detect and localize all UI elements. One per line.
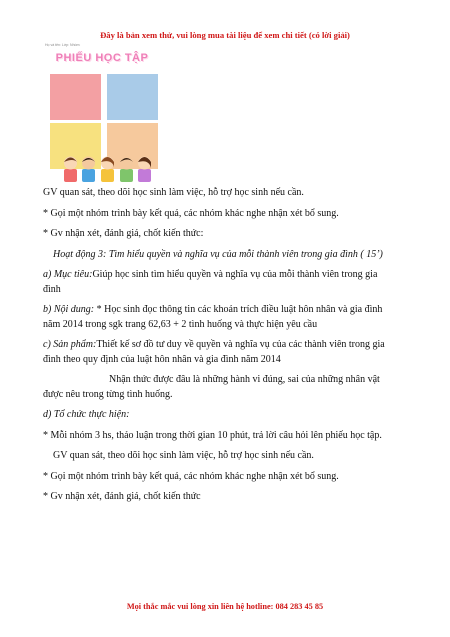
- content-label: b) Nội dung:: [43, 304, 95, 315]
- preview-notice-banner: Đây là bản xem thử, vui lòng mua tài liệu để xem chi tiết (có lời giải): [100, 30, 350, 40]
- worksheet-image: [42, 43, 162, 184]
- paragraph-observe-2: GV quan sát, theo dõi học sinh làm việc, hỗ trợ học sinh nếu cần.: [53, 450, 314, 461]
- worksheet-title: PHIẾU HỌC TẬP: [55, 52, 149, 64]
- paragraph-content: [43, 303, 391, 332]
- activity-heading: Hoạt động 3: Tìm hiểu quyền và nghĩa vụ của mỗi thành viên trong gia đình ( 15’): [53, 248, 383, 260]
- paragraph-groups: * Mỗi nhóm 3 hs, thảo luận trong thời gian 10 phút, trả lời câu hỏi lên phiếu học tập.: [43, 429, 382, 441]
- product-label: c) Sản phẩm:: [43, 339, 97, 350]
- worksheet-box-pink: [50, 74, 101, 120]
- paragraph-present-2: * Gọi một nhóm trình bày kết quả, các nhóm khác nghe nhận xét bổ sung.: [43, 470, 339, 482]
- paragraph-observe: GV quan sát, theo dõi học sinh làm việc, hỗ trợ học sinh nếu cần.: [43, 187, 304, 198]
- children-illustration: [60, 149, 156, 184]
- content-text: * Học sinh đọc thông tin các khoản trích điều luật hôn nhân và gia đình năm 2014 trong sgk trang 62,63 + 2 tình huống và thực hiện yêu cầu: [43, 304, 383, 330]
- objective-label: a) Mục tiêu:: [43, 269, 93, 280]
- product-text: Thiết kế sơ đồ tư duy về quyền và nghĩa vụ của các thành viên trong gia đình theo quy định của luật hôn nhân và gia đình năm 2014: [43, 339, 385, 365]
- paragraph-organize: d) Tổ chức thực hiện:: [43, 409, 130, 420]
- lesson-content: [43, 186, 391, 505]
- worksheet-header-line: Họ và tên: Lớp: Nhóm:: [45, 43, 81, 47]
- objective-text: Giúp học sinh tìm hiểu quyền và nghĩa vụ của mỗi thành viên trong gia đình: [43, 269, 378, 295]
- paragraph-present: * Gọi một nhóm trình bày kết quả, các nhóm khác nghe nhận xét bổ sung.: [43, 207, 339, 219]
- paragraph-product: [43, 338, 391, 367]
- paragraph-conclude-2: * Gv nhận xét, đánh giá, chốt kiến thức: [43, 491, 201, 502]
- paragraph-awareness: Nhận thức được đâu là những hành vi đúng, sai của những nhân vật được nêu trong từng tình huống.: [43, 374, 380, 400]
- worksheet-box-blue: [107, 74, 158, 120]
- hotline-banner: Mọi thắc mắc vui lòng xin liên hệ hotline: 084 283 45 85: [126, 602, 324, 611]
- paragraph-conclude: * Gv nhận xét, đánh giá, chốt kiến thức:: [43, 228, 204, 239]
- paragraph-objective: [43, 268, 391, 297]
